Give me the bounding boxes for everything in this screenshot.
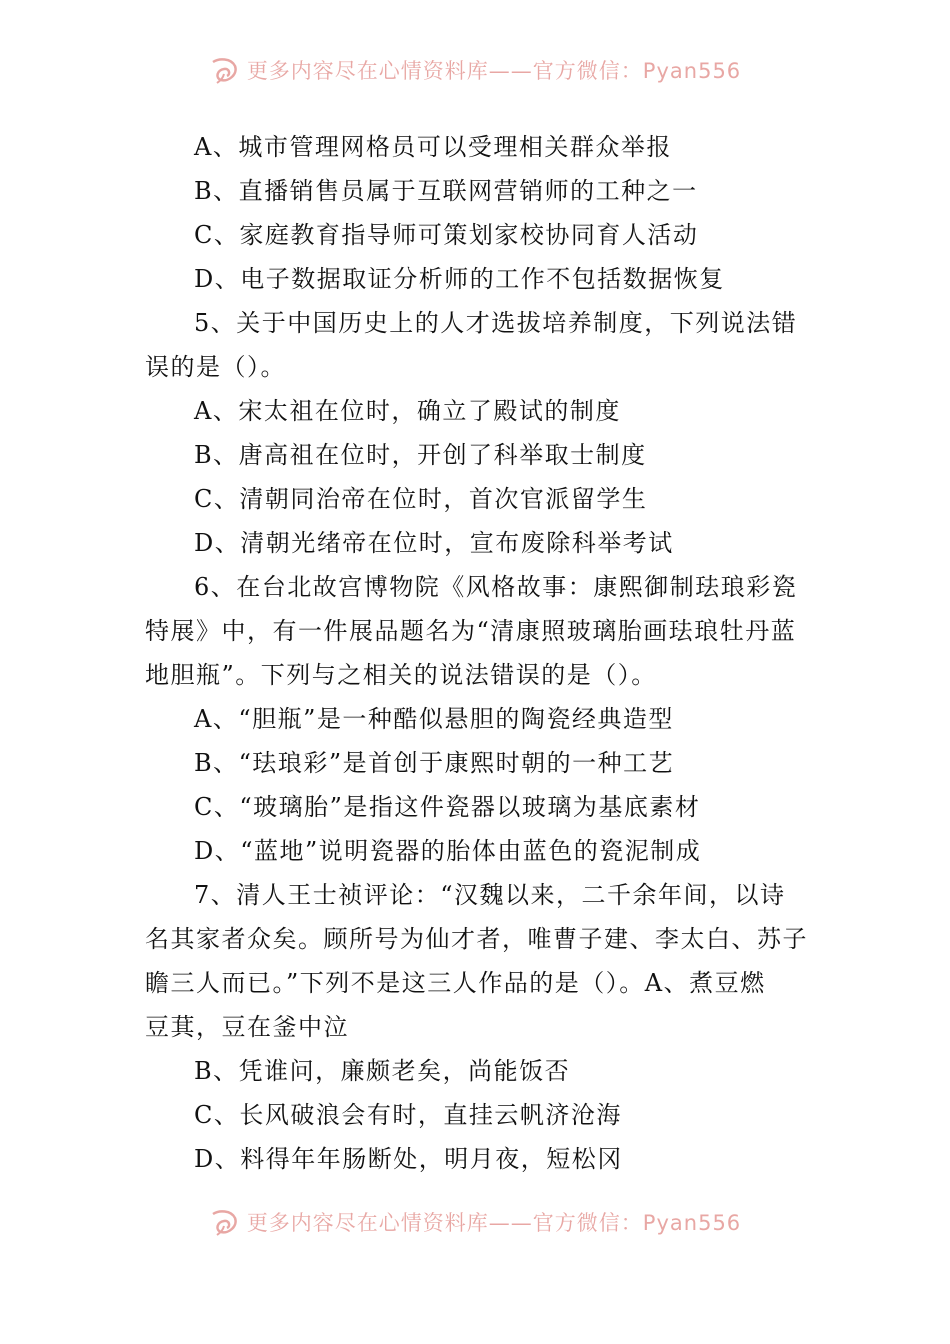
question-text: 瞻三人而已。”下列不是这三人作品的是（）。A、煮豆燃 — [145, 969, 766, 997]
document-body — [145, 125, 809, 1181]
question-text: 特展》中，有一件展品题名为“清康照玻璃胎画珐琅牡丹蓝 — [145, 617, 797, 645]
option-line: D、清朝光绪帝在位时，宣布废除科举考试 — [194, 529, 674, 557]
question-text: 6、在台北故宫博物院《风格故事：康熙御制珐琅彩瓷 — [194, 573, 798, 601]
text-line: D、电子数据取证分析师的工作不包括数据恢复 — [194, 265, 725, 293]
question-text: 名其家者众矣。顾所号为仙才者，唯曹子建、李太白、苏子 — [145, 925, 808, 953]
option-line: A、宋太祖在位时，确立了殿试的制度 — [194, 397, 621, 425]
question-text: 误的是（）。 — [145, 353, 286, 381]
option-line: C、清朝同治帝在位时，首次官派留学生 — [194, 485, 648, 513]
option-line: C、长风破浪会有时，直挂云帆济沧海 — [194, 1101, 622, 1129]
option-line: D、料得年年肠断处，明月夜，短松冈 — [194, 1145, 623, 1173]
logo-icon — [209, 56, 239, 84]
question-text: 7、清人王士祯评论：“汉魏以来，二千余年间，以诗 — [194, 881, 786, 909]
option-line: B、凭谁问，廉颇老矣，尚能饭否 — [194, 1057, 571, 1085]
watermark-header — [0, 50, 950, 90]
option-line: B、“珐琅彩”是首创于康熙时朝的一种工艺 — [194, 749, 675, 777]
text-line: A、城市管理网格员可以受理相关群众举报 — [194, 133, 672, 161]
logo-icon — [209, 1208, 239, 1236]
option-line: C、“玻璃胎”是指这件瓷器以玻璃为基底素材 — [194, 793, 701, 821]
watermark-text: 更多内容尽在心情资料库——官方微信：Pyan556 — [246, 1211, 742, 1235]
question-text: 5、关于中国历史上的人才选拔培养制度，下列说法错 — [194, 309, 798, 337]
watermark-footer — [0, 1202, 950, 1242]
option-line: 豆萁，豆在釜中泣 — [145, 1013, 349, 1041]
option-line: D、“蓝地”说明瓷器的胎体由蓝色的瓷泥制成 — [194, 837, 702, 865]
watermark-text: 更多内容尽在心情资料库——官方微信：Pyan556 — [246, 59, 742, 83]
question-text: 地胆瓶”。下列与之相关的说法错误的是（）。 — [145, 661, 657, 689]
text-line: B、直播销售员属于互联网营销师的工种之一 — [194, 177, 698, 205]
option-line: B、唐高祖在位时，开创了科举取士制度 — [194, 441, 647, 469]
option-line: A、“胆瓶”是一种酷似悬胆的陶瓷经典造型 — [194, 705, 674, 733]
text-line: C、家庭教育指导师可策划家校协同育人活动 — [194, 221, 699, 249]
